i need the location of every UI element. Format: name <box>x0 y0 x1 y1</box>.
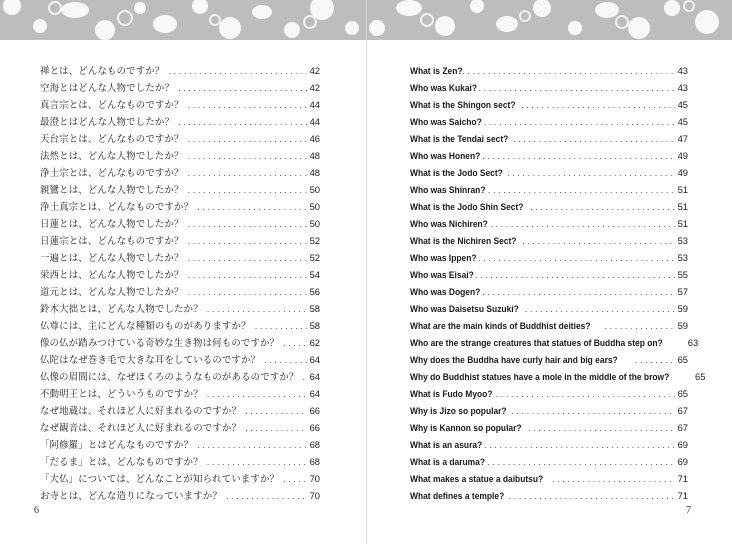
toc-entry-page: 52 <box>309 235 320 246</box>
dot-leader <box>484 114 675 131</box>
dot-leader <box>188 250 307 267</box>
toc-entry <box>410 436 688 453</box>
toc-entry <box>410 419 688 436</box>
toc-entry-page: 50 <box>309 218 320 229</box>
toc-entry-page: 65 <box>677 388 688 399</box>
toc-entry-page: 57 <box>677 286 688 297</box>
toc-entry <box>40 470 320 487</box>
toc-entry-page: 44 <box>309 99 320 110</box>
toc-entry-page: 69 <box>677 456 688 467</box>
toc-entry <box>40 79 320 96</box>
toc-entry-page: 66 <box>309 405 320 416</box>
dot-leader <box>490 216 674 233</box>
toc-entry-page: 51 <box>677 184 688 195</box>
dot-leader <box>530 199 675 216</box>
toc-entry-title: 仏尊には、主にどんな種類のものがありますか？ <box>40 321 251 332</box>
toc-entry-title: 一遍とは、どんな人物でしたか？ <box>40 253 184 264</box>
dot-leader <box>178 114 307 131</box>
toc-entry-page: 68 <box>309 456 320 467</box>
dot-leader <box>635 352 675 369</box>
toc-entry-page: 45 <box>677 116 688 127</box>
toc-entry-title: 栄西とは、どんな人物でしたか？ <box>40 270 184 281</box>
dot-leader <box>188 233 307 250</box>
toc-entry-title: 天台宗とは、どんなものですか？ <box>40 134 184 145</box>
dot-leader <box>188 284 307 301</box>
toc-entry-title: 親鸞とは、どんな人物でしたか？ <box>40 185 184 196</box>
floral-pattern <box>367 0 732 40</box>
toc-entry <box>410 113 688 130</box>
toc-entry-page: 49 <box>677 167 688 178</box>
dot-leader <box>188 165 307 182</box>
toc-entry-page: 59 <box>677 320 688 331</box>
toc-entry-title: 道元とは、どんな人物でしたか？ <box>40 287 184 298</box>
dot-leader <box>482 284 674 301</box>
toc-entry <box>40 130 320 147</box>
toc-entry-title: 最澄とはどんな人物でしたか？ <box>40 117 175 128</box>
toc-entry-title: What defines a temple? <box>410 490 505 501</box>
toc-entry-title: なぜ観音は、それほど人に好まれるのですか？ <box>40 423 242 434</box>
dot-leader <box>255 318 307 335</box>
toc-entry <box>40 215 320 232</box>
toc-entry-title: What are the main kinds of Buddhist deities? <box>410 320 591 331</box>
toc-entry <box>410 164 688 181</box>
toc-entry <box>410 453 688 470</box>
toc-entry-title: Why do Buddhist statues have a mole in the middle of the brow? <box>410 371 670 382</box>
toc-entry <box>40 147 320 164</box>
header-pattern-band <box>0 0 366 40</box>
toc-entry-title: Why is Kannon so popular? <box>410 422 522 433</box>
toc-entry <box>410 62 688 79</box>
dot-leader <box>178 80 307 97</box>
toc-entry-title: 仏像の眉間には、なぜほくろのようなものがあるのですか？ <box>40 372 299 383</box>
toc-entry-title: Who was Honen? <box>410 150 481 161</box>
dot-leader <box>245 403 306 420</box>
toc-entry-title: Who was Dogen? <box>410 286 481 297</box>
toc-entry-page: 70 <box>309 490 320 501</box>
toc-entry-page: 55 <box>677 269 688 280</box>
toc-entry-page: 58 <box>309 303 320 314</box>
toc-entry-title: 浄土真宗とは、どんなものですか？ <box>40 202 194 213</box>
toc-entry-page: 65 <box>677 354 688 365</box>
toc-entry <box>40 249 320 266</box>
toc-list-japanese <box>40 62 320 504</box>
toc-entry-page: 71 <box>677 473 688 484</box>
dot-leader <box>484 437 674 454</box>
toc-entry <box>410 266 688 283</box>
toc-entry <box>40 164 320 181</box>
toc-entry-page: 42 <box>309 65 320 76</box>
toc-entry-page: 62 <box>309 337 320 348</box>
toc-entry <box>40 385 320 402</box>
toc-entry-page: 44 <box>309 116 320 127</box>
toc-entry-page: 64 <box>309 388 320 399</box>
toc-entry-title: 法然とは、どんな人物でしたか？ <box>40 151 184 162</box>
toc-entry <box>410 79 688 96</box>
toc-entry-title: Who was Shinran? <box>410 184 486 195</box>
toc-entry-title: Who was Kukai? <box>410 82 478 93</box>
toc-entry-page: 53 <box>677 252 688 263</box>
toc-entry-title: What makes a statue a daibutsu? <box>410 473 544 484</box>
toc-entry-page: 50 <box>309 184 320 195</box>
dot-leader <box>475 267 675 284</box>
toc-entry-page: 71 <box>677 490 688 501</box>
dot-leader <box>525 301 675 318</box>
dot-leader <box>197 437 306 454</box>
dot-leader <box>188 131 307 148</box>
dot-leader <box>478 250 675 267</box>
toc-entry <box>40 351 320 368</box>
toc-entry-title: What is Fudo Myoo? <box>410 388 493 399</box>
toc-entry-title: Why does the Buddha have curly hair and big ears? <box>410 354 618 365</box>
toc-entry <box>410 232 688 249</box>
toc-entry-page: 67 <box>677 405 688 416</box>
toc-entry-page: 66 <box>309 422 320 433</box>
toc-entry-title: Who are the strange creatures that statues of Buddha step on? <box>410 337 663 348</box>
dot-leader <box>528 420 675 437</box>
dot-leader <box>507 165 674 182</box>
toc-entry-title: What is the Shingon sect? <box>410 99 516 110</box>
toc-entry <box>410 130 688 147</box>
dot-leader <box>264 352 306 369</box>
toc-entry <box>410 283 688 300</box>
toc-entry <box>40 419 320 436</box>
toc-entry-page: 59 <box>677 303 688 314</box>
toc-entry-page: 45 <box>677 99 688 110</box>
toc-entry <box>40 334 320 351</box>
floral-pattern <box>0 0 366 40</box>
toc-entry-title: What is the Nichiren Sect? <box>410 235 517 246</box>
dot-leader <box>188 148 307 165</box>
toc-entry <box>40 300 320 317</box>
dot-leader <box>552 471 675 488</box>
toc-entry-page: 56 <box>309 286 320 297</box>
dot-leader <box>511 403 674 420</box>
toc-entry-title: 「阿修羅」とはどんなものですか？ <box>40 440 194 451</box>
toc-entry-title: 不動明王とは、どういうものですか？ <box>40 389 203 400</box>
dot-leader <box>207 386 307 403</box>
toc-entry <box>410 351 688 368</box>
toc-entry <box>410 402 688 419</box>
toc-entry <box>40 283 320 300</box>
toc-entry <box>40 402 320 419</box>
toc-entry <box>40 96 320 113</box>
toc-entry <box>40 487 320 504</box>
toc-entry-title: What is the Jodo Sect? <box>410 167 503 178</box>
dot-leader <box>487 454 674 471</box>
toc-entry-page: 51 <box>677 201 688 212</box>
toc-entry-title: What is a daruma? <box>410 456 486 467</box>
toc-entry <box>410 487 688 504</box>
toc-entry-page: 64 <box>309 354 320 365</box>
toc-entry <box>410 198 688 215</box>
dot-leader <box>479 80 675 97</box>
dot-leader <box>188 267 307 284</box>
dot-leader <box>226 488 307 505</box>
dot-leader <box>482 148 674 165</box>
toc-entry-page: 46 <box>309 133 320 144</box>
toc-entry-page: 49 <box>677 150 688 161</box>
toc-entry-title: 真言宗とは、どんなものですか？ <box>40 100 184 111</box>
dot-leader <box>188 216 307 233</box>
toc-entry <box>410 215 688 232</box>
dot-leader <box>168 63 306 80</box>
toc-entry <box>410 300 688 317</box>
toc-entry <box>40 317 320 334</box>
toc-entry-page: 47 <box>677 133 688 144</box>
dot-leader <box>513 131 674 148</box>
toc-entry-title: What is an asura? <box>410 439 483 450</box>
toc-entry <box>410 147 688 164</box>
toc-entry <box>40 181 320 198</box>
dot-leader <box>522 233 674 250</box>
toc-entry-title: Why is Jizo so popular? <box>410 405 507 416</box>
dot-leader <box>245 420 306 437</box>
toc-entry <box>410 181 688 198</box>
toc-entry-page: 69 <box>677 439 688 450</box>
header-pattern-band <box>367 0 732 40</box>
dot-leader <box>207 301 307 318</box>
dot-leader <box>188 97 307 114</box>
toc-entry-title: 鈴木大拙とは、どんな人物でしたか？ <box>40 304 203 315</box>
toc-entry-title: Who was Nichiren? <box>410 218 488 229</box>
toc-entry-page: 64 <box>309 371 320 382</box>
toc-entry-title: 浄土宗とは、どんなものですか？ <box>40 168 184 179</box>
toc-entry <box>40 266 320 283</box>
toc-entry-title: Who was Eisai? <box>410 269 474 280</box>
toc-entry <box>410 249 688 266</box>
toc-entry <box>410 470 688 487</box>
toc-entry-title: 禅とは、どんなものですか？ <box>40 66 165 77</box>
toc-entry <box>40 113 320 130</box>
toc-entry <box>40 436 320 453</box>
toc-entry-title: 日蓮宗とは、どんなものですか？ <box>40 236 184 247</box>
toc-list-english <box>410 62 706 504</box>
toc-entry <box>410 317 688 334</box>
toc-entry-page: 58 <box>309 320 320 331</box>
toc-entry-page: 50 <box>309 201 320 212</box>
dot-leader <box>207 454 307 471</box>
toc-entry-title: What is the Jodo Shin Sect? <box>410 201 524 212</box>
dot-leader <box>521 97 674 114</box>
right-page <box>367 0 732 544</box>
toc-entry-page: 52 <box>309 252 320 263</box>
toc-entry <box>40 453 320 470</box>
dot-leader <box>509 488 675 505</box>
toc-entry-title: 像の仏が踏みつけている奇妙な生き物は何ものですか？ <box>40 338 280 349</box>
toc-entry-page: 43 <box>677 82 688 93</box>
toc-entry-title: What is Zen? <box>410 65 463 76</box>
dot-leader <box>283 471 306 488</box>
toc-entry-page: 51 <box>677 218 688 229</box>
toc-entry <box>40 232 320 249</box>
toc-entry <box>410 368 706 385</box>
toc-entry <box>40 368 320 385</box>
toc-entry-page: 65 <box>695 371 706 382</box>
toc-entry-page: 68 <box>309 439 320 450</box>
toc-entry-title: お寺とは、どんな造りになっていますか？ <box>40 491 222 502</box>
toc-entry-title: なぜ地蔵は、それほど人に好まれるのですか？ <box>40 406 242 417</box>
toc-entry-page: 54 <box>309 269 320 280</box>
toc-entry <box>410 96 688 113</box>
toc-entry <box>410 334 699 351</box>
toc-entry-page: 53 <box>677 235 688 246</box>
toc-entry <box>40 62 320 79</box>
page-number: 6 <box>34 505 39 516</box>
toc-entry-page: 63 <box>687 337 699 348</box>
toc-entry-page: 48 <box>309 150 320 161</box>
toc-entry-title: Who was Ippen? <box>410 252 477 263</box>
dot-leader <box>462 63 674 80</box>
toc-entry-page: 67 <box>677 422 688 433</box>
dot-leader <box>605 318 675 335</box>
toc-entry-page: 70 <box>309 473 320 484</box>
toc-entry-page: 48 <box>309 167 320 178</box>
dot-leader <box>283 335 306 352</box>
toc-entry-title: 仏陀はなぜ巻き毛で大きな耳をしているのですか？ <box>40 355 261 366</box>
toc-entry-page: 43 <box>677 65 688 76</box>
toc-entry <box>40 198 320 215</box>
toc-entry-title: What is the Tendai sect? <box>410 133 509 144</box>
toc-entry <box>410 385 688 402</box>
dot-leader <box>496 386 675 403</box>
toc-entry-title: 「大仏」については、どんなことが知られていますか？ <box>40 474 280 485</box>
toc-entry-title: 日蓮とは、どんな人物でしたか？ <box>40 219 184 230</box>
dot-leader <box>188 182 307 199</box>
toc-entry-title: 空海とはどんな人物でしたか？ <box>40 83 175 94</box>
toc-entry-title: Who was Saicho? <box>410 116 482 127</box>
toc-entry-page: 42 <box>309 82 320 93</box>
toc-entry-title: 「だるま」とは、どんなものですか？ <box>40 457 203 468</box>
page-number: 7 <box>686 505 691 516</box>
dot-leader <box>488 182 675 199</box>
toc-entry-title: Who was Daisetsu Suzuki? <box>410 303 519 314</box>
dot-leader <box>197 199 306 216</box>
